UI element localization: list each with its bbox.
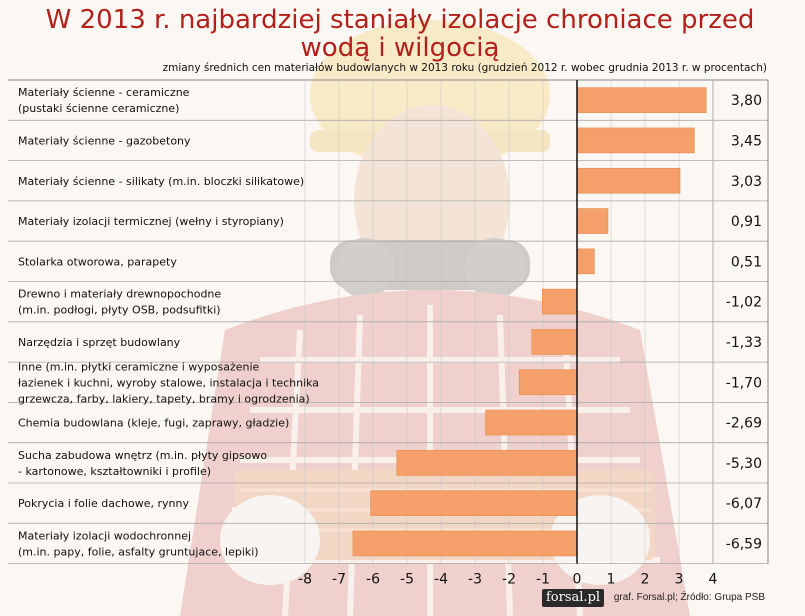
bar bbox=[577, 88, 706, 113]
x-tick-label: -3 bbox=[468, 571, 482, 588]
category-label: Materiały ścienne - ceramiczne bbox=[18, 86, 190, 100]
value-label: -6,59 bbox=[725, 536, 762, 553]
x-tick-label: 0 bbox=[572, 571, 582, 588]
value-label: 0,51 bbox=[730, 254, 762, 271]
logo-text: forsal.pl bbox=[546, 590, 601, 605]
category-label: Inne (m.in. płytki ceramiczne i wyposażenie bbox=[18, 360, 260, 374]
value-label: 3,03 bbox=[730, 173, 762, 190]
value-label: 3,80 bbox=[730, 93, 762, 110]
x-tick-label: 2 bbox=[640, 571, 650, 588]
chart-title-line-2: wodą i wilgocią bbox=[300, 33, 500, 63]
value-label: -1,70 bbox=[725, 375, 762, 392]
bar bbox=[577, 249, 594, 274]
bar bbox=[577, 168, 680, 193]
value-label: 3,45 bbox=[730, 133, 762, 150]
bar bbox=[397, 450, 577, 475]
category-label: (m.in. podłogi, płyty OSB, podsufitki) bbox=[18, 303, 221, 317]
x-tick-label: 3 bbox=[674, 571, 684, 588]
category-label: Chemia budowlana (kleje, fugi, zaprawy, gładzie) bbox=[18, 416, 290, 430]
category-label: łazienek i kuchni, wyroby stalowe, instalacja i technika bbox=[18, 376, 320, 390]
x-tick-label: -4 bbox=[434, 571, 448, 588]
value-label: -1,02 bbox=[725, 294, 762, 311]
chart-title-line-1: W 2013 r. najbardziej staniały izolacje chroniace przed bbox=[45, 5, 755, 35]
category-label: Materiały ścienne - silikaty (m.in. bloczki silikatowe) bbox=[18, 174, 305, 188]
category-label: Stolarka otworowa, parapety bbox=[18, 255, 177, 269]
bar bbox=[519, 370, 577, 395]
category-label: Materiały izolacji termicznej (wełny i styropiany) bbox=[18, 215, 284, 229]
category-label: Drewno i materiały drewnopochodne bbox=[18, 287, 222, 301]
value-label: -1,33 bbox=[725, 334, 762, 351]
bar bbox=[532, 329, 577, 354]
x-tick-label: -2 bbox=[502, 571, 516, 588]
x-tick-label: 4 bbox=[708, 571, 718, 588]
x-tick-label: -1 bbox=[536, 571, 550, 588]
category-label: - kartonowe, kształtowniki i profile) bbox=[18, 464, 212, 478]
bar bbox=[577, 209, 608, 234]
x-tick-label: -8 bbox=[298, 571, 312, 588]
category-label: Pokrycia i folie dachowe, rynny bbox=[18, 497, 189, 511]
x-tick-label: -5 bbox=[400, 571, 414, 588]
category-label: grzewcza, farby, lakiery, tapety, bramy i ogrodzenia) bbox=[18, 392, 310, 406]
bar bbox=[577, 128, 694, 153]
source-credit: graf. Forsal.pl; Źródło: Grupa PSB bbox=[613, 592, 765, 603]
bar bbox=[486, 410, 577, 435]
x-tick-label: 1 bbox=[606, 571, 616, 588]
x-tick-label: -7 bbox=[332, 571, 346, 588]
value-label: -5,30 bbox=[725, 455, 762, 472]
value-label: -6,07 bbox=[725, 496, 762, 513]
value-label: 0,91 bbox=[730, 214, 762, 231]
category-label: Narzędzia i sprzęt budowlany bbox=[18, 335, 181, 349]
value-label: -2,69 bbox=[725, 415, 762, 432]
bar bbox=[353, 531, 577, 556]
bar bbox=[371, 491, 577, 516]
category-label: Materiały izolacji wodochronnej bbox=[18, 529, 192, 543]
chart-title bbox=[40, 6, 760, 62]
x-tick-label: -6 bbox=[366, 571, 380, 588]
chart-subtitle: zmiany średnich cen materiałów budowlanych w 2013 roku (grudzień 2012 r. wobec grudnia 2013 r. w procentach) bbox=[162, 62, 767, 74]
category-label: (pustaki ścienne ceramiczne) bbox=[18, 102, 180, 116]
category-label: (m.in. papy, folie, asfalty gruntujace, lepiki) bbox=[18, 545, 259, 559]
category-label: Materiały ścienne - gazobetony bbox=[18, 134, 191, 148]
forsal-logo bbox=[542, 589, 604, 607]
bar bbox=[542, 289, 577, 314]
category-label: Sucha zabudowa wnętrz (m.in. płyty gipsowo bbox=[18, 448, 268, 462]
